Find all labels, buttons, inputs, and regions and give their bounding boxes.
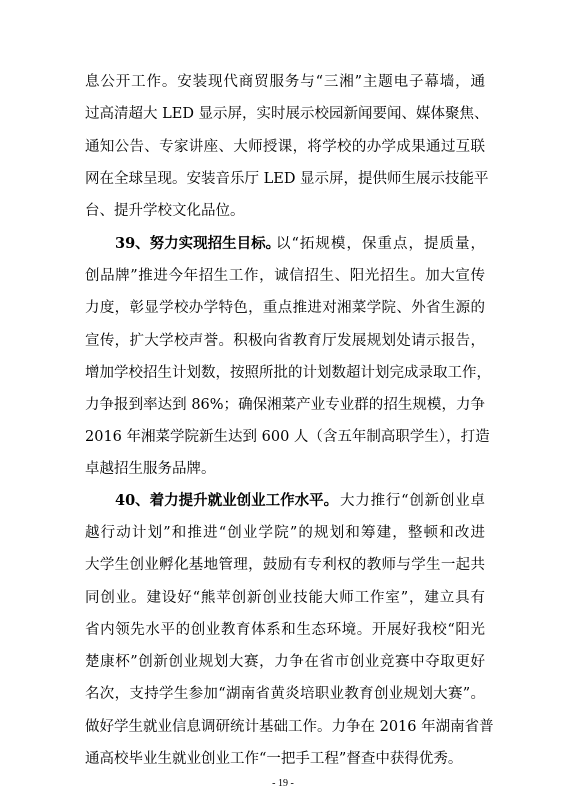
text-line: 做好学生就业信息调研统计基础工作。力争在 2016 年湖南省普 xyxy=(85,719,494,735)
text-line: 越行动计划”和推进“创业学院”的规划和筹建，整顿和改进 xyxy=(85,525,485,541)
text-line: 增加学校招生计划数，按照所批的计划数超计划完成录取工作， xyxy=(85,365,491,381)
text-line: 通知公告、专家讲座、大师授课，将学校的办学成果通过互联 xyxy=(85,139,485,155)
text-line: 力争报到率达到 86%；确保湘菜产业专业群的招生规模，力争 xyxy=(85,397,485,413)
text-line: 大学生创业孵化基地管理，鼓励有专利权的教师与学生一起共 xyxy=(85,557,485,573)
text-line: 2016 年湘菜学院新生达到 600 人（含五年制高职学生），打造 xyxy=(85,429,490,445)
section-heading-39: 39、努力实现招生目标。 xyxy=(115,235,281,252)
text-line: 同创业。建设好“熊苹创新创业技能大师工作室”，建立具有 xyxy=(85,590,485,606)
text-line: 省内领先水平的创业教育体系和生态环境。开展好我校“阳光 xyxy=(85,622,485,638)
text-line: 创品牌”推进今年招生工作，诚信招生、阳光招生。加大宣传 xyxy=(85,268,485,284)
text-line: 楚康杯”创新创业规划大赛，力争在省市创业竞赛中夺取更好 xyxy=(85,654,485,670)
page-number: - 19 - xyxy=(272,778,294,789)
text-line: 卓越招生服务品牌。 xyxy=(85,461,216,477)
text-line: 过高清超大 LED 显示屏，实时展示校园新闻要闻、媒体聚焦、 xyxy=(85,106,489,122)
text-line: 宣传，扩大学校声誉。积极向省教育厅发展规划处请示报告， xyxy=(85,333,485,349)
text-line: 息公开工作。安装现代商贸服务与“三湘”主题电子幕墙，通 xyxy=(85,74,485,90)
text-line: 通高校毕业生就业创业工作“一把手工程”督查中获得优秀。 xyxy=(85,751,463,767)
text-line: 台、提升学校文化品位。 xyxy=(85,203,245,219)
section-heading-40: 40、着力提升就业创业工作水平。 xyxy=(115,492,339,509)
text-line: 以“拓规模，保重点，提质量， xyxy=(276,236,485,252)
text-line: 网在全球呈现。安装音乐厅 LED 显示屏，提供师生展示技能平 xyxy=(85,171,489,187)
text-line: 名次，支持学生参加“湖南省黄炎培职业教育创业规划大赛”。 xyxy=(85,686,485,702)
text-line: 力度，彰显学校办学特色，重点推进对湘菜学院、外省生源的 xyxy=(85,300,485,316)
text-line: 大力推行“创新创业卓 xyxy=(340,493,485,509)
